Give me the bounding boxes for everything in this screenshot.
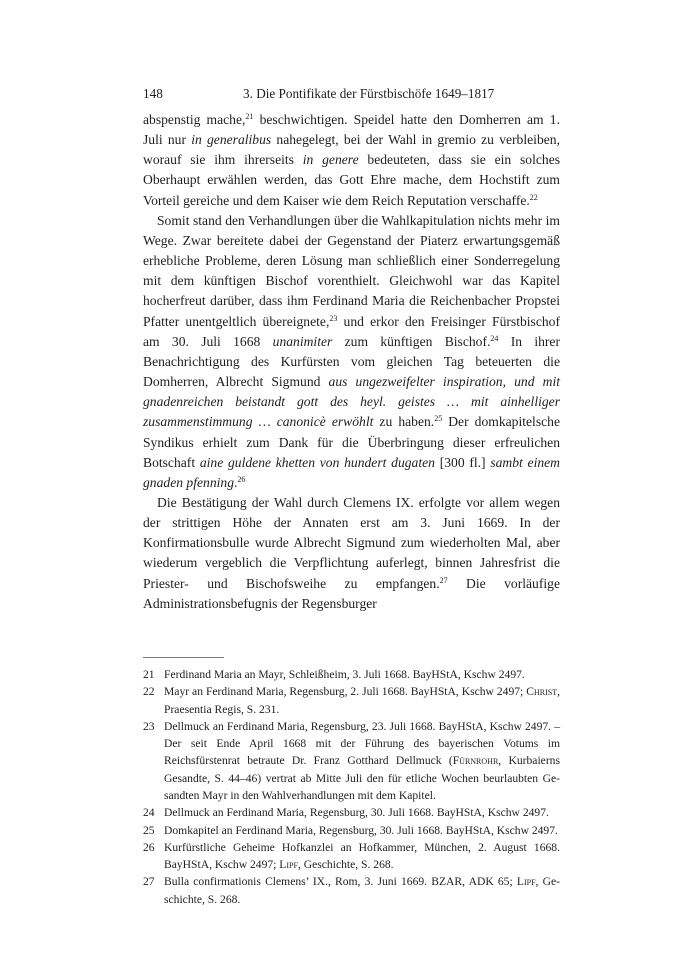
author-name: Lipf [279, 858, 298, 872]
footnote-divider [143, 657, 224, 658]
footnote-ref-24[interactable]: 24 [490, 333, 499, 343]
footnote-27 [143, 873, 560, 908]
running-head [143, 84, 560, 104]
footnote-text: , Kurbaierns Gesandte, S. 44–46) vertrat ab Mitte Juli den für etliche Wochen beurlaubten Gesandten Mayr in den Wahlverhandlungen mit dem Kapitel. [164, 754, 560, 802]
footnote-text: Bulla confirmationis Clemens’ IX., Rom, 3. Juni 1669. BZAR, ADK 65; [164, 875, 517, 889]
body-text [143, 110, 560, 614]
footnote-number: 27 [143, 875, 155, 889]
footnote-21 [143, 666, 560, 683]
footnote-number: 21 [143, 667, 155, 681]
text-run: . [234, 474, 238, 490]
paragraph-3 [143, 493, 560, 614]
text-run: Die vorläufige Administrationsbefugnis der Regensburger [143, 575, 560, 611]
footnote-22 [143, 683, 560, 718]
footnote-25 [143, 822, 560, 839]
text-run: abspenstig mache, [143, 112, 246, 127]
footnote-text: Kurfürstliche Geheime Hofkanzlei an Hofkammer, München, 2. August 1668. BayHStA, Kschw 2497; [164, 840, 560, 872]
text-run: Der domkapitelsche Syndikus erhielt zum Dank für die Überbringung dieser erfreulichen Botschaft [143, 414, 560, 470]
footnotes [143, 666, 560, 908]
footnote-26 [143, 839, 560, 874]
footnote-text: Mayr an Ferdinand Maria, Regensburg, 2. Juli 1668. BayHStA, Kschw 2497; [164, 685, 527, 699]
book-page [143, 84, 560, 908]
text-run: bedeuteten, dass sie ein solches Oberhaupt erwählen werden, das Gott Ehre mache, dem Hochstift zum Vorteil gereiche und dem Kaiser wie dem Reich Reputation verschaffe. [143, 152, 561, 208]
author-name: Christ [526, 685, 558, 699]
footnote-ref-25[interactable]: 25 [434, 414, 443, 424]
italic-quotation: aus ungezweifelter inspiration, und mit gnadenreichen beistandt gott des heyl. geistes … mit ainhelliger zusammenstimmung … canonicè erwöhlt [143, 374, 560, 430]
italic-quotation: sambt einem gnaden pfenning [143, 454, 561, 490]
footnote-text: Ferdinand Maria an Mayr, Schleißheim, 3. Juli 1668. BayHStA, Kschw 2497. [164, 667, 525, 681]
footnote-text: , Geschichte, S. 268. [297, 858, 394, 872]
footnote-number: 23 [143, 719, 155, 733]
author-name: Fürnrohr [452, 754, 499, 768]
footnote-text: , Praesentia Regis, S. 231. [164, 685, 560, 716]
footnote-ref-21[interactable]: 21 [245, 112, 254, 121]
footnote-ref-23[interactable]: 23 [329, 313, 338, 323]
text-run: Somit stand den Verhandlungen über die Wahlkapitulation nichts mehr im Wege. Zwar bereitete dabei der Gegenstand der Piaterz erwartungsgemäß erhebliche Probleme, deren Lösung man schließlich einer Sonderregelung mit dem künftigen Bischof vorenthielt. Gleichwohl war das Kapitel hocherfreut darüber, dass ihm Ferdinand Maria die Reichenbacher Propstei Pfatter unentgeltlich übereignete, [143, 212, 560, 329]
footnote-text: Dellmuck an Ferdinand Maria, Regensburg, 30. Juli 1668. BayHStA, Kschw 2497. [164, 806, 549, 820]
footnote-text: Dellmuck an Ferdinand Maria, Regensburg, 23. Juli 1668. BayHStA, Kschw 2497. – Der seit Ende April 1668 mit der Führung des bayerischen Votums im Reichsfürstenrat betraute Dr. Franz Gotthard Dellmuck ( [164, 719, 560, 768]
text-run: beschwichtigen. Speidel hatte den Domherren am 1. Juli nur [143, 112, 560, 148]
paragraph-1 [143, 110, 560, 211]
text-run: [300 fl.] [434, 454, 491, 470]
text-run: In ihrer Benachrichtigung des Kurfürsten vom gleichen Tag beteuerten die Domherren, Albrecht Sigmund [143, 333, 560, 390]
footnote-ref-27[interactable]: 27 [439, 575, 448, 585]
footnote-text: , Geschichte, S. 268. [164, 875, 560, 906]
italic-quotation: aine guldene khetten von hundert dugaten [199, 454, 435, 470]
italic-latin-phrase: unanimiter [272, 333, 333, 349]
text-run: zum künftigen Bischof. [332, 333, 491, 349]
text-run: zu haben. [373, 414, 435, 430]
chapter-title: 3. Die Pontifikate der Fürstbischöfe 1649–1817 [243, 86, 495, 101]
footnote-ref-26[interactable]: 26 [237, 474, 246, 484]
text-run: Die Bestätigung der Wahl durch Clemens IX. erfolgte vor allem wegen der strittigen Höhe der Annaten erst am 3. Juni 1669. In der Konfirmationsbulle wurde Albrecht Sigmund zum wiederholten Mal, aber wiederum vergeblich die Verpflichtung auferlegt, binnen Jahresfrist die Priester- und Bischofsweihe zu empfangen. [143, 494, 560, 591]
text-run: und erkor den Freisinger Fürstbischof am 30. Juli 1668 [143, 313, 560, 349]
footnote-23 [143, 718, 560, 804]
footnote-24 [143, 804, 560, 821]
footnote-ref-22[interactable]: 22 [529, 192, 538, 202]
footnote-number: 24 [143, 806, 155, 820]
italic-latin-phrase: in genere [302, 152, 359, 168]
footnote-number: 26 [143, 840, 155, 854]
footnote-text: Domkapitel an Ferdinand Maria, Regensburg, 30. Juli 1668. BayHStA, Kschw 2497. [164, 823, 558, 837]
paragraph-2 [143, 211, 560, 493]
footnote-number: 22 [143, 685, 155, 699]
text-run: nahegelegt, bei der Wahl in gremio zu verbleiben, worauf sie ihm ihrerseits [143, 132, 560, 168]
page-number: 148 [143, 86, 163, 101]
footnote-number: 25 [143, 823, 155, 837]
italic-latin-phrase: in generalibus [191, 132, 272, 148]
author-name: Lipf [516, 875, 536, 889]
